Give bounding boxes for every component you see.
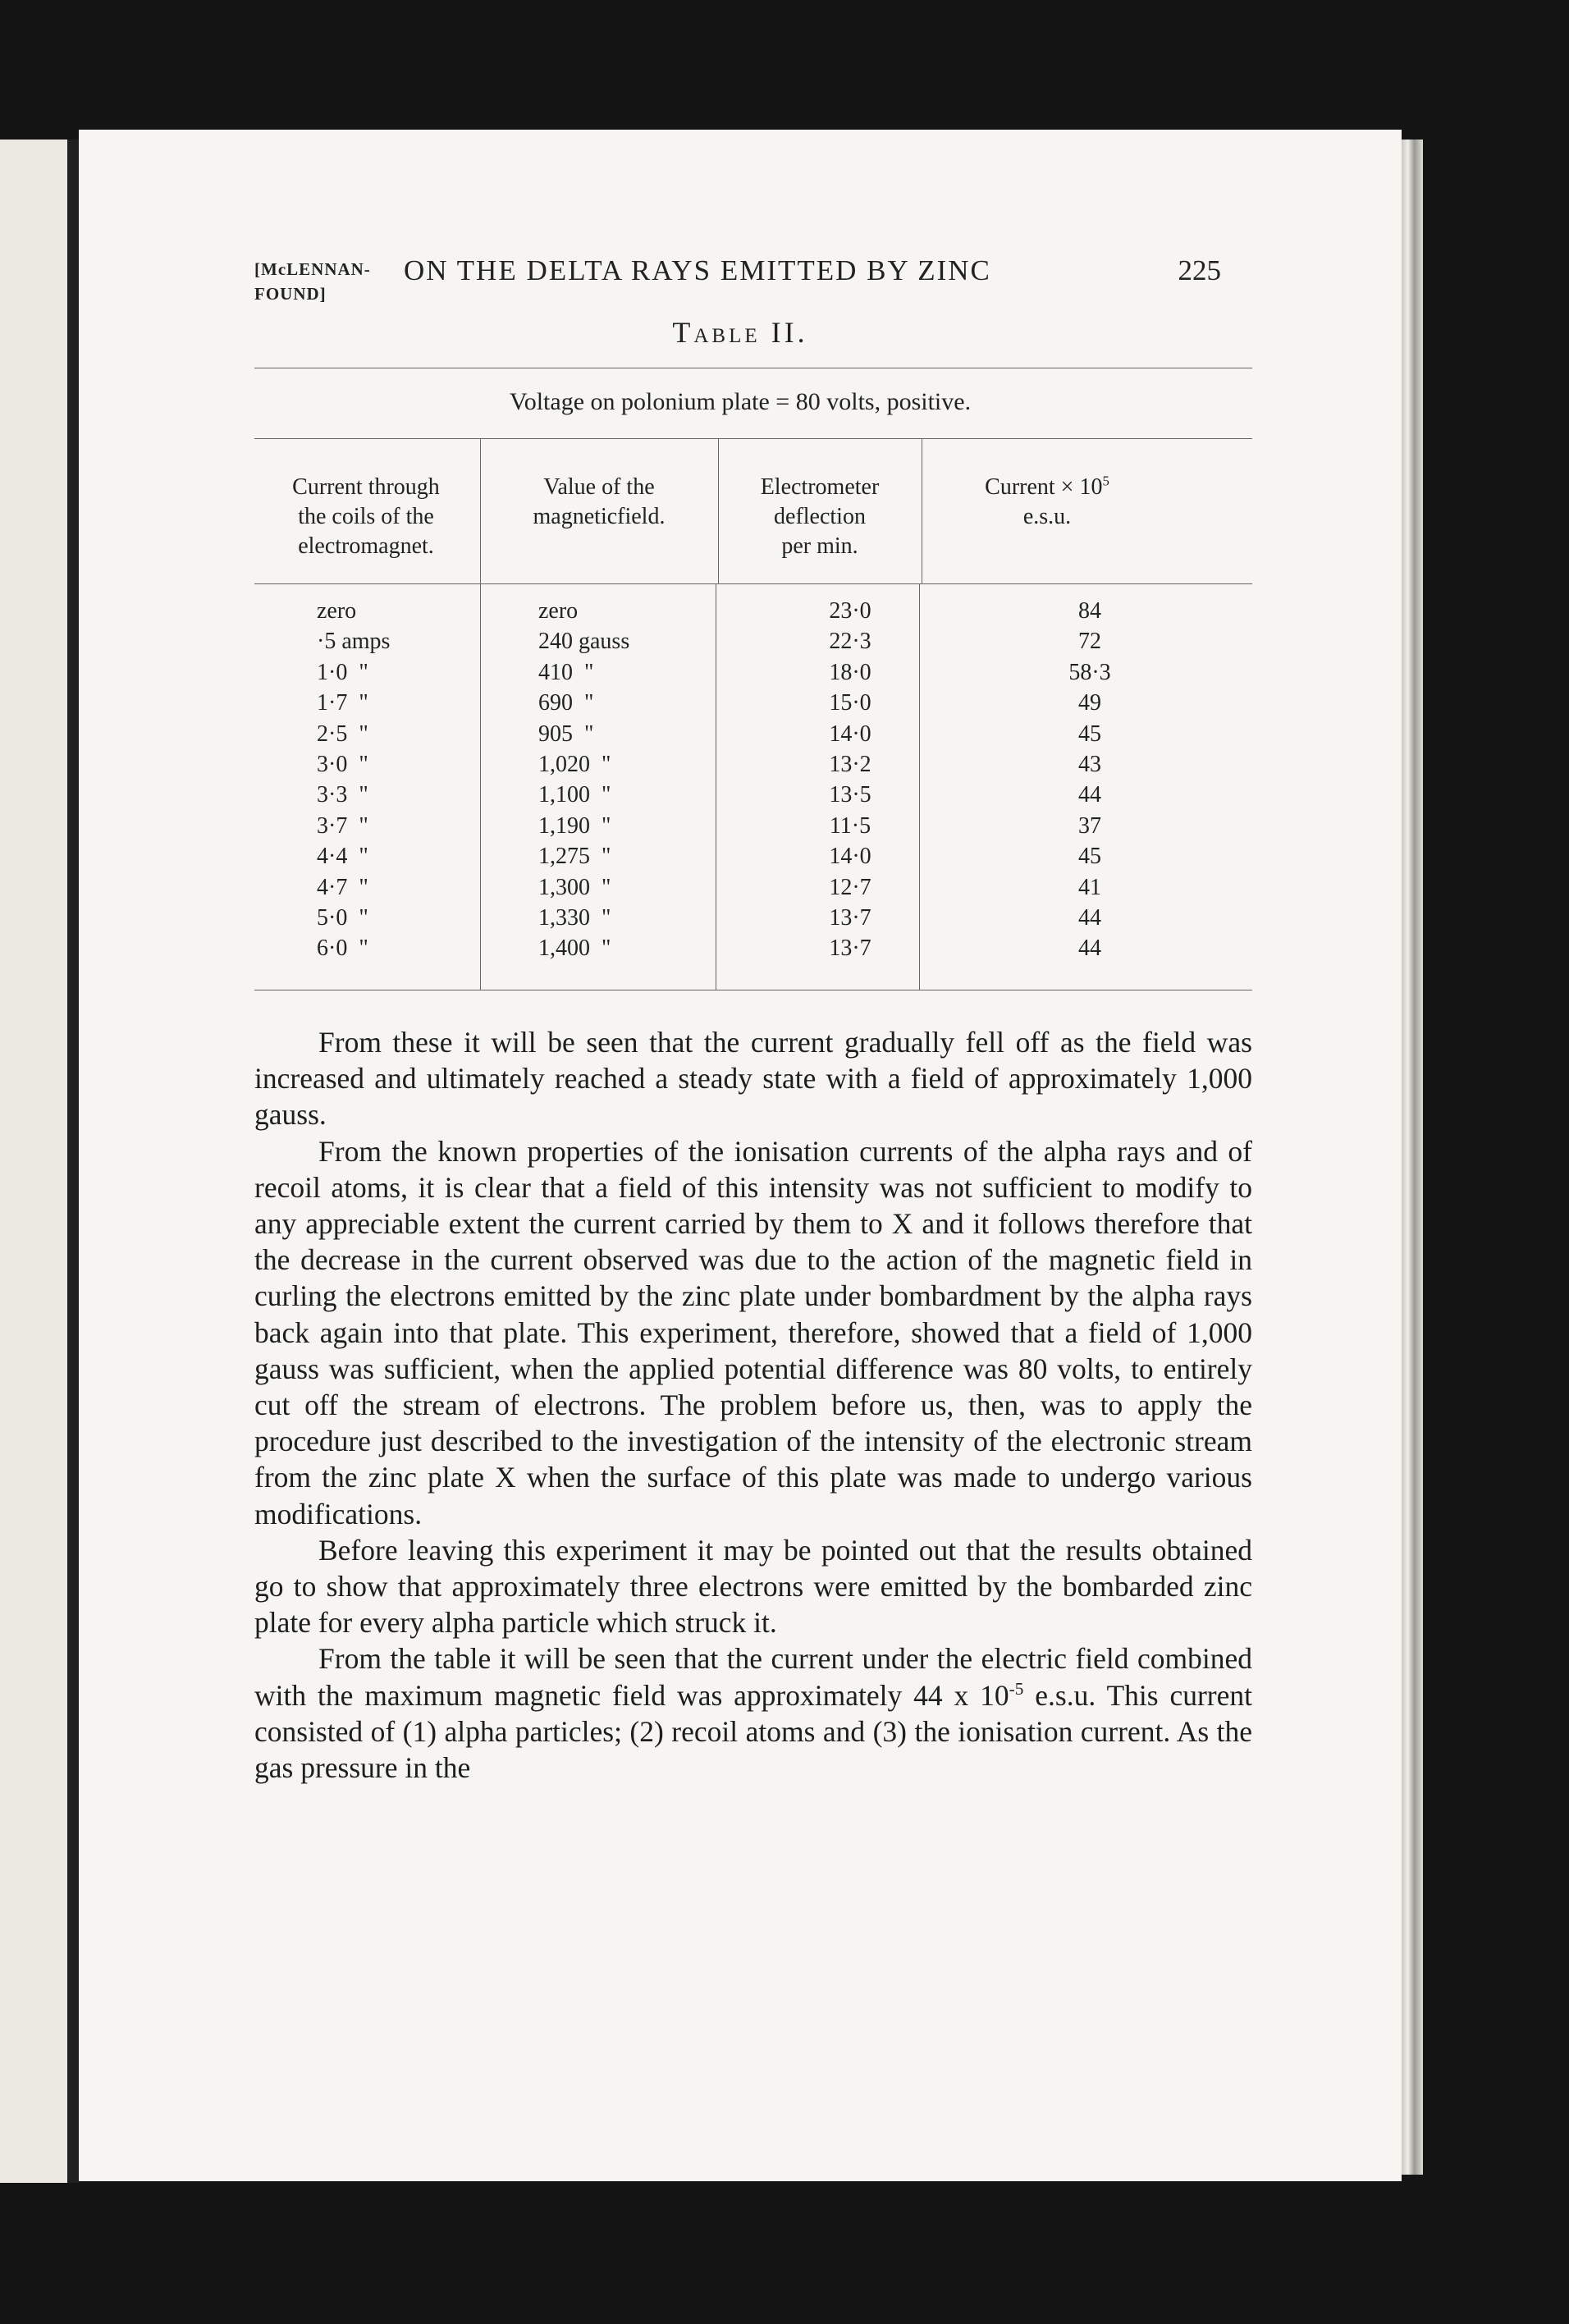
column-header-field: Value of the magneticfield. [533,474,666,529]
left-page-edge [0,140,72,2183]
paragraph: From these it will be seen that the current gradually fell off as the field was increased and ultimately reached a steady state with a field of approximately 1,000 gauss. [254,1026,1252,1132]
paragraph: Before leaving this experiment it may be pointed out that the results obtained go to show that approximately three electrons were emitted by the bombarded zinc plate for every alpha particle which struck it. [254,1533,1252,1640]
table-cell: zero [538,598,579,624]
table-cell: 4·7 " [317,874,368,900]
column-header-current-esu: Current × $10^5$ e.s.u. [985,473,1109,529]
table-cell: 1,020 " [538,752,611,778]
table-title: Table II. [672,316,808,349]
table-cell: 44 [1078,905,1101,931]
caption-rule [254,438,1252,439]
table-cell: 1,275 " [538,844,611,870]
paragraph: From the known properties of the ionisation currents of the alpha rays and of recoil atoms, it is clear that a field of this intensity was not sufficient to modify to any appreciable extent the current carried by them to X and it follows therefore that the decrease in the current observed was due to the action of the magnetic field in curling the electrons emitted by the zinc plate under bombardment by the alpha rays back again into that plate. This experiment, therefore, showed that a field of 1,000 gauss was sufficient, when the applied potential difference was 80 volts, to entirely cut off the stream of electrons. The problem before us, then, was to apply the procedure just described to the investigation of the intensity of the electronic stream from the zinc plate X when the surface of this plate was made to undergo various modifications. [254,1134,1252,1530]
table-cell: 690 " [538,690,594,716]
author-label: [McLENNAN- FOUND] [254,259,371,304]
table-cell: 37 [1078,812,1101,839]
table-cell: 1·0 " [317,659,368,685]
table-cell: 6·0 " [317,936,368,962]
table-cell: 23·0 [829,598,871,624]
column-deflection [801,596,899,964]
table-cell: 13·7 [829,936,871,962]
column-header-deflection: Electrometer deflection per min. [760,474,880,559]
table-cell: 44 [1078,782,1101,808]
table-cell: 43 [1078,752,1101,778]
table-cell: 14·0 [829,721,871,747]
book-page [79,130,1402,2181]
table-cell: 5·0 " [317,905,368,931]
table-cell: 4·4 " [317,844,368,870]
table-cell: ·5 amps [317,629,391,655]
table-cell: 41 [1078,874,1101,900]
table-cell: 72 [1078,629,1101,655]
table-cell: 1,330 " [538,905,611,931]
column-current-esu [1041,596,1139,964]
table-cell: 14·0 [829,844,871,870]
table-cell: 22·3 [829,629,871,655]
column-header-current: Current through the coils of the electromagnet. [292,474,440,559]
table-cell: 45 [1078,844,1101,870]
table-cell: 1,100 " [538,782,611,808]
body-divider-3 [919,583,920,990]
table-cell: 84 [1078,598,1101,624]
table-cell: zero [317,598,357,624]
table-cell: 15·0 [829,690,871,716]
table-cell: 18·0 [829,659,871,685]
table-cell: 1,300 " [538,874,611,900]
table-cell: 44 [1078,936,1101,962]
page-stack-edge [1402,140,1423,2175]
book-gutter [67,140,79,2183]
body-text [254,1024,1252,1786]
table-cell: 905 " [538,721,594,747]
table-cell: 1,190 " [538,812,611,839]
table-cell: 11·5 [829,812,871,839]
table-cell: 2·5 " [317,721,368,747]
table-cell: 13·7 [829,905,871,931]
table-cell: 49 [1078,690,1101,716]
column-coil-current [317,596,473,964]
table-cell: 1,400 " [538,936,611,962]
column-magnetic-field [538,596,711,964]
table-cell: 13·5 [829,782,871,808]
table-cell: 3·0 " [317,752,368,778]
table-cell: 240 gauss [538,629,630,655]
paragraph-last: From the table it will be seen that the current under the electric field combined with the maximum magnetic field was approximately 44 x $10^{-5}$ e.s.u. This current consisted of (1) alpha particles; (2) recoil atoms and (3) the ionisation current. As the gas pressure in the [254,1642,1252,1785]
body-divider-1 [480,583,481,990]
table-cell: 58·3 [1068,659,1111,685]
header-divider-2 [718,438,719,583]
header-divider-1 [480,438,481,583]
table-cell: 13·2 [829,752,871,778]
table-cell: 45 [1078,721,1101,747]
header-rule [254,583,1252,584]
table-cell: 12·7 [829,874,871,900]
table-cell: 1·7 " [317,690,368,716]
table-caption: Voltage on polonium plate = 80 volts, positive. [509,388,972,415]
running-title: ON THE DELTA RAYS EMITTED BY ZINC [404,254,991,286]
table-cell: 3·7 " [317,812,368,839]
table-cell: 3·3 " [317,782,368,808]
page-number: 225 [1178,254,1221,286]
table-cell: 410 " [538,659,594,685]
